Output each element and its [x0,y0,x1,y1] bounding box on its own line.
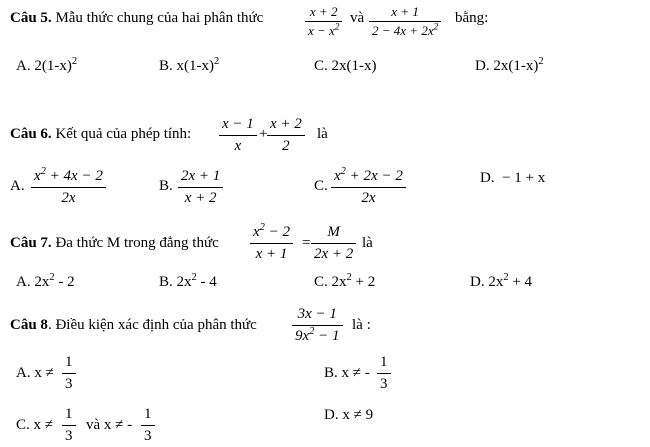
q8-tail: là : [352,317,371,333]
q6-option-a-letter: A. [10,178,25,194]
q5-tail: bằng: [455,10,489,26]
q8-option-b-text: B. x ≠ - [324,365,370,381]
q7-option-d: D. $2x^2 + 4$ [470,272,533,290]
q6-option-c-letter: C. [314,178,328,194]
q6-label: Câu 6. [10,126,52,142]
q5-fraction-2: $\frac{x + 1}{2 - 4x + 2x^2}$ [369,5,441,39]
q7-equals: = [302,235,311,251]
q6-option-b-letter: B. [159,178,173,194]
q5-fraction-1: $\frac{x + 2}{x - x^2}$ [305,5,342,39]
q7-label: Câu 7. [10,235,52,251]
q8-label: Câu 8 [10,317,48,333]
q7-option-c: C. $2x^2 + 2$ [314,272,376,290]
q8-text: . Điều kiện xác định của phân thức [47,317,257,333]
q7-fraction-1: $\frac{x^2 - 2}{x + 1}$ [250,224,293,262]
q8-option-c-text: C. x ≠ [16,417,53,433]
q5-label: Câu 5. [10,10,52,26]
q5-option-a: A. $2(1-x)^2$ [16,56,78,74]
q6-fraction-2: $\frac{x + 2}{2}$ [267,116,305,154]
q8-option-c-fraction-1: $\frac{1}{3}$ [62,406,76,444]
q8-option-c-mid: và x ≠ - [86,417,133,433]
q7-option-b: B. $2x^2 - 4$ [159,272,217,290]
q8-option-a-fraction: $\frac{1}{3}$ [62,354,76,392]
q8-fraction: $\frac{3x - 1}{9x^2 - 1}$ [292,306,343,344]
q6-plus: + [259,126,268,142]
q7-tail: là [362,235,373,251]
q6-tail: là [317,126,328,142]
q8-option-a-text: A. x ≠ [16,365,54,381]
q6-option-d: D. − 1 + x [480,170,546,186]
q6-option-b-fraction: $\frac{2x + 1}{x + 2}$ [178,168,223,206]
q6-text: Kết quả của phép tính: [55,126,192,142]
q5-option-d: D. $2x(1-x)^2$ [475,56,544,74]
q7-fraction-2: $\frac{M}{2x + 2}$ [311,224,356,262]
q5-text: Mẫu thức chung của hai phân thức [55,10,264,26]
q8-option-c-fraction-2: $\frac{1}{3}$ [141,406,155,444]
q5-connector: và [350,10,365,26]
q7-text: Đa thức M trong đẳng thức [55,235,219,251]
q6-option-c-fraction: $\frac{x^2 + 2x - 2}{2x}$ [331,168,406,206]
q6-option-a-fraction: $\frac{x^2 + 4x - 2}{2x}$ [31,168,106,206]
q5-option-c: C. 2x(1-x) [314,58,377,74]
q5-option-b: B. $x(1-x)^2$ [159,56,220,74]
q8-option-d: D. x ≠ 9 [324,407,374,423]
q6-fraction-1: $\frac{x - 1}{x}$ [219,116,257,154]
q8-option-b-fraction: $\frac{1}{3}$ [377,354,391,392]
q7-option-a: A. $2x^2 - 2$ [16,272,75,290]
